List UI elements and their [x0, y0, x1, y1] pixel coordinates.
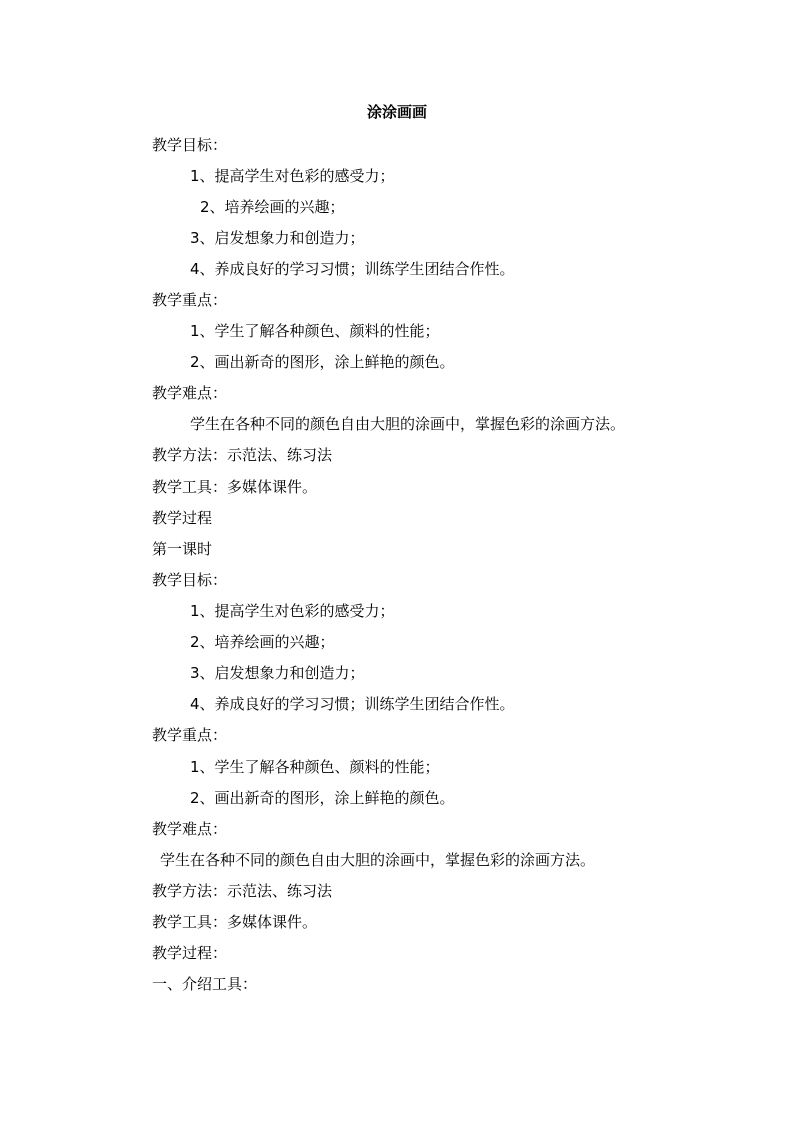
teaching-tools-line: 教学工具：多媒体课件。: [152, 913, 318, 931]
list-item: 1、学生了解各种颜色、颜料的性能；: [190, 322, 440, 340]
section-heading-key-points: 教学重点：: [152, 291, 228, 309]
list-item: 1、提高学生对色彩的感受力；: [190, 602, 395, 620]
section-heading-difficulties: 教学难点：: [152, 820, 228, 838]
list-item: 1、提高学生对色彩的感受力；: [190, 167, 395, 185]
list-item: 2、画出新奇的图形，涂上鲜艳的颜色。: [190, 353, 455, 371]
list-item: 4、养成良好的学习习惯；训练学生团结合作性。: [190, 260, 515, 278]
section-heading-objectives: 教学目标：: [152, 136, 228, 154]
teaching-tools-line: 教学工具：多媒体课件。: [152, 478, 318, 496]
document-title: 涂涂画画: [366, 103, 427, 121]
section-heading-difficulties: 教学难点：: [152, 384, 228, 402]
list-item: 3、启发想象力和创造力；: [190, 664, 365, 682]
list-item: 1、学生了解各种颜色、颜料的性能；: [190, 758, 440, 776]
section-heading-objectives: 教学目标：: [152, 571, 228, 589]
section-heading-process: 教学过程：: [152, 944, 228, 962]
list-item: 4、养成良好的学习习惯；训练学生团结合作性。: [190, 695, 515, 713]
paragraph: 学生在各种不同的颜色自由大胆的涂画中，掌握色彩的涂画方法。: [190, 415, 626, 433]
list-item: 2、培养绘画的兴趣；: [190, 633, 335, 651]
section-heading-introduce-tools: 一、介绍工具：: [152, 975, 258, 993]
list-item: 3、启发想象力和创造力；: [190, 229, 365, 247]
list-item: 2、培养绘画的兴趣；: [200, 198, 345, 216]
teaching-method-line: 教学方法：示范法、练习法: [152, 446, 333, 464]
paragraph: 学生在各种不同的颜色自由大胆的涂画中，掌握色彩的涂画方法。: [160, 851, 596, 869]
list-item: 2、画出新奇的图形，涂上鲜艳的颜色。: [190, 789, 455, 807]
teaching-method-line: 教学方法：示范法、练习法: [152, 882, 333, 900]
section-heading-process: 教学过程: [152, 509, 213, 527]
section-heading-key-points: 教学重点：: [152, 726, 228, 744]
section-heading-first-lesson: 第一课时: [152, 540, 213, 558]
